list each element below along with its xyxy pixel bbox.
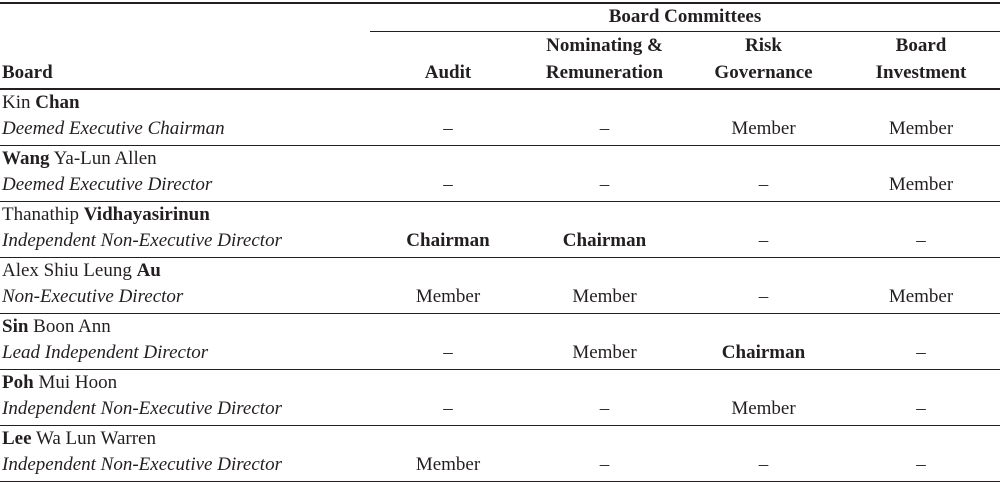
committee-cell: Member <box>731 118 796 139</box>
director-role: Deemed Executive Chairman <box>2 118 225 139</box>
director-role: Non-Executive Director <box>2 286 184 307</box>
surname: Chan <box>35 92 80 113</box>
committee-cell: – <box>758 230 769 251</box>
name-prefix: Kin <box>2 92 36 113</box>
committee-cell: Member <box>572 286 637 307</box>
surname: Wang <box>2 148 50 169</box>
committees-rule <box>370 31 1000 32</box>
committee-cell: Member <box>731 398 796 419</box>
director-name <box>2 372 117 394</box>
committee-cell: – <box>758 286 769 307</box>
surname: Poh <box>2 372 34 393</box>
row-divider <box>0 201 1000 202</box>
director-name <box>2 316 111 338</box>
director-name <box>2 428 156 450</box>
committee-cell: – <box>599 454 610 475</box>
committee-cell: – <box>599 118 610 139</box>
committee-cell: – <box>758 454 769 475</box>
committee-cell: – <box>443 174 453 195</box>
committee-cell: – <box>916 342 926 363</box>
risk-column-header-line2: Governance <box>714 62 813 83</box>
surname: Vidhayasirinun <box>83 204 210 225</box>
director-name <box>2 204 210 226</box>
surname: Au <box>136 260 161 281</box>
director-role: Independent Non-Executive Director <box>2 398 282 419</box>
committee-cell: Member <box>415 286 481 307</box>
committee-cell: Chairman <box>406 230 490 251</box>
investment-column-header-line2: Investment <box>875 62 967 83</box>
committee-cell: – <box>443 398 453 419</box>
nominating-column-header-line1: Nominating & <box>546 35 663 56</box>
committee-cell: Member <box>888 286 954 307</box>
risk-column-header-line1: Risk <box>745 35 782 56</box>
director-name <box>2 260 161 282</box>
committee-cell: – <box>443 118 453 139</box>
committee-cell: – <box>599 398 610 419</box>
director-role: Deemed Executive Director <box>2 174 213 195</box>
name-suffix: Wa Lun Warren <box>31 428 156 449</box>
name-prefix: Alex Shiu Leung <box>2 260 137 281</box>
row-divider <box>0 145 1000 146</box>
director-name <box>2 148 157 170</box>
surname: Lee <box>2 428 32 449</box>
name-suffix: Ya-Lun Allen <box>49 148 157 169</box>
name-prefix: Thanathip <box>2 204 84 225</box>
committee-cell: Chairman <box>721 342 806 363</box>
committee-cell: – <box>916 230 926 251</box>
surname: Sin <box>2 316 29 337</box>
name-suffix: Mui Hoon <box>33 372 118 393</box>
board-committees-heading: Board Committees <box>608 6 762 27</box>
board-column-header: Board <box>2 62 53 83</box>
committee-cell: – <box>916 398 926 419</box>
investment-column-header-line1: Board <box>895 35 947 56</box>
row-divider <box>0 313 1000 314</box>
director-name <box>2 92 80 114</box>
top-rule <box>0 2 1000 4</box>
committee-cell: Member <box>888 174 954 195</box>
director-role: Independent Non-Executive Director <box>2 230 282 251</box>
committee-cell: Member <box>888 118 954 139</box>
director-role: Lead Independent Director <box>2 342 209 363</box>
committee-cell: – <box>916 454 926 475</box>
row-divider <box>0 425 1000 426</box>
committee-cell: Chairman <box>562 230 647 251</box>
committee-cell: – <box>443 342 453 363</box>
committee-cell: – <box>758 174 769 195</box>
nominating-column-header-line2: Remuneration <box>545 62 664 83</box>
name-suffix: Boon Ann <box>28 316 111 337</box>
committee-cell: Member <box>572 342 637 363</box>
committee-cell: – <box>599 174 610 195</box>
row-divider <box>0 369 1000 370</box>
audit-column-header: Audit <box>424 62 472 83</box>
header-rule <box>0 88 1000 90</box>
committee-cell: Member <box>415 454 481 475</box>
director-role: Independent Non-Executive Director <box>2 454 282 475</box>
row-divider <box>0 257 1000 258</box>
